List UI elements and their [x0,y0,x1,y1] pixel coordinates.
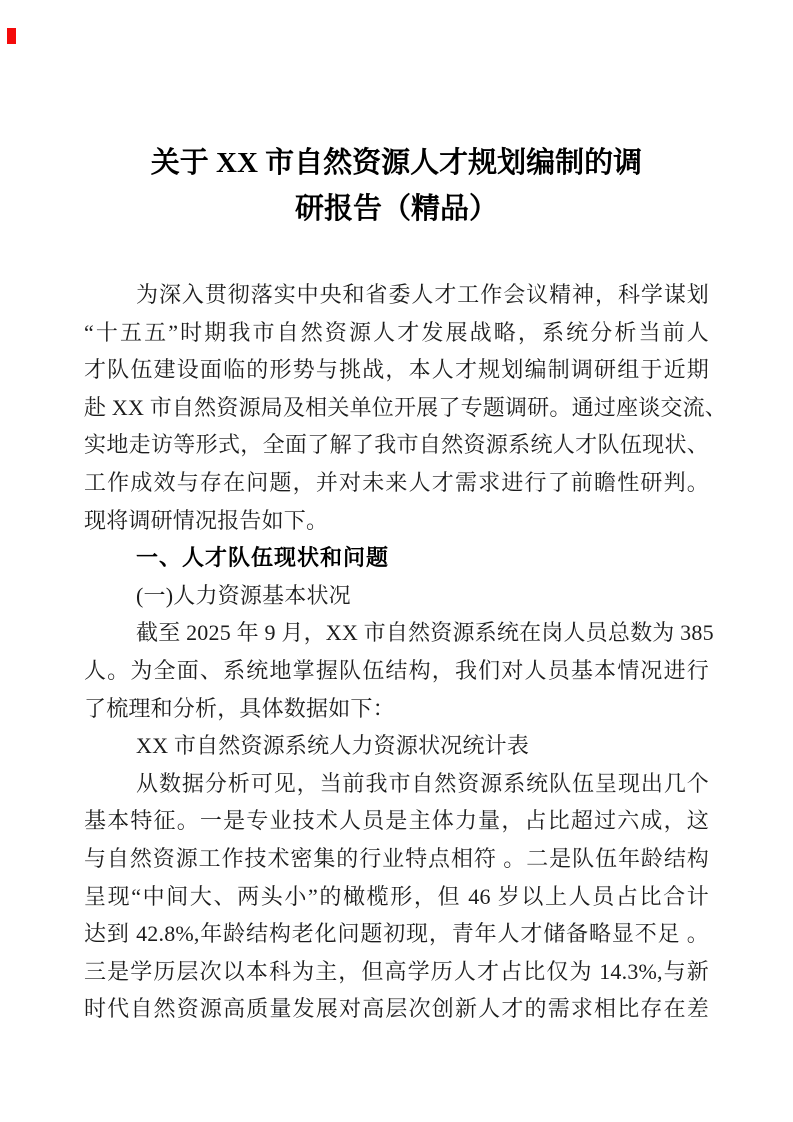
body-line: 达到 42.8%,年龄结构老化问题初现，青年人才储备略显不足 。 [84,921,709,947]
body-line: “十五五”时期我市自然资源人才发展战略，系统分析当前人 [84,319,709,345]
body-line: 实地走访等形式，全面了解了我市自然资源系统人才队伍现状、 [84,432,709,458]
body-line: 与自然资源工作技术密集的行业特点相符 。二是队伍年龄结构 [84,845,709,871]
sub-heading: (一)人力资源基本状况 [136,582,351,608]
body-line: 呈现“中间大、两头小”的橄榄形，但 46 岁以上人员占比合计 [84,883,709,909]
body-line: 三是学历层次以本科为主，但高学历人才占比仅为 14.3%,与新 [84,958,709,984]
body-line: 现将调研情况报告如下。 [84,507,329,533]
body-line: 赴 XX 市自然资源局及相关单位开展了专题调研。通过座谈交流、 [84,394,727,420]
body-line: 为深入贯彻落实中央和省委人才工作会议精神，科学谋划 [136,282,709,307]
body-line: 时代自然资源高质量发展对高层次创新人才的需求相比存在差 [84,996,709,1022]
table-caption: XX 市自然资源系统人力资源状况统计表 [136,733,530,759]
document-body [0,276,793,1028]
body-line: 从数据分析可见，当前我市自然资源系统队伍呈现出几个 [136,770,709,796]
document-title [84,140,709,232]
body-line: 才队伍建设面临的形势与挑战，本人才规划编制调研组于近期 [84,357,709,383]
body-line: 人。为全面、系统地掌握队伍结构，我们对人员基本情况进行 [84,657,709,683]
red-revision-marker [7,28,16,44]
body-line: 基本特征。一是专业技术人员是主体力量，占比超过六成，这 [84,808,709,834]
body-line: 了梳理和分析，具体数据如下： [84,695,395,721]
body-line: 截至 2025 年 9 月，XX 市自然资源系统在岗人员总数为 385 [136,620,714,646]
document-title-line-2: 研报告（精品） [294,193,498,225]
body-line: 工作成效与存在问题，并对未来人才需求进行了前瞻性研判。 [84,469,709,495]
document-title-line-1: 关于 XX 市自然资源人才规划编制的调 [150,147,643,179]
section-heading: 一、人才队伍现状和问题 [136,545,390,571]
